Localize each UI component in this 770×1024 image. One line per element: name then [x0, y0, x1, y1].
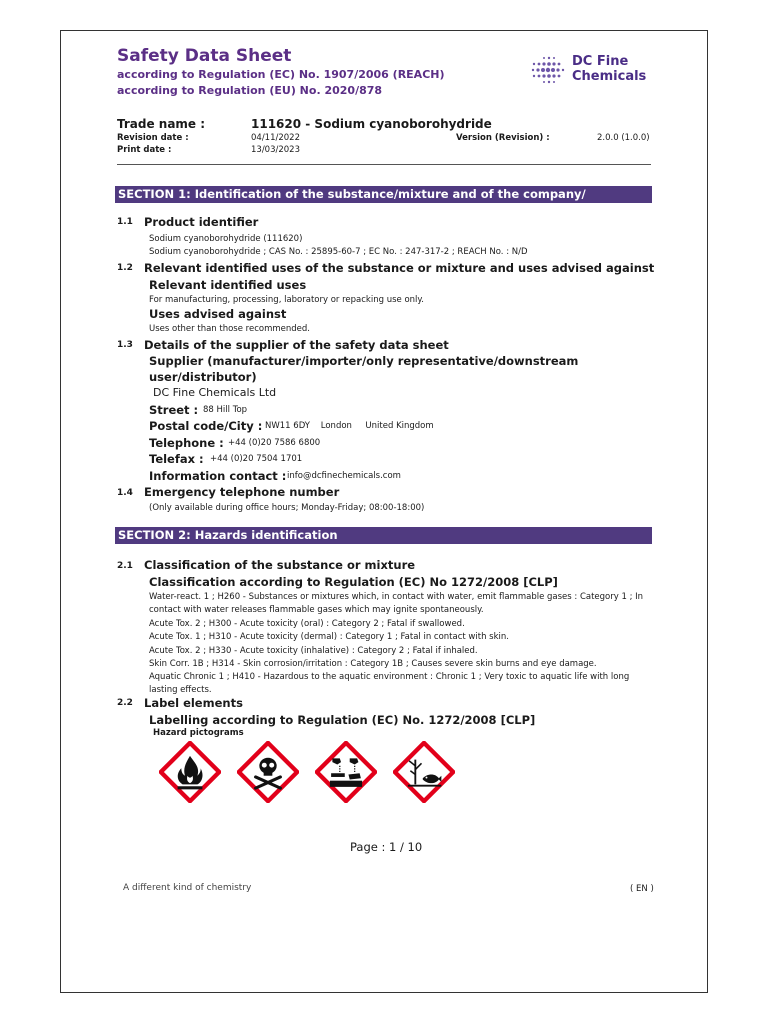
section-1-3-number: 1.3 — [117, 340, 133, 350]
classification-line: Water-react. 1 ; H260 - Substances or mixtures which, in contact with water, emit flammable gases : Category 1 ; In — [149, 592, 644, 602]
product-identifier-line-2: Sodium cyanoborohydride ; CAS No. : 25895-60-7 ; EC No. : 247-317-2 ; REACH No. : N/D — [149, 247, 528, 257]
revision-date-value: 04/11/2022 — [251, 133, 300, 143]
emergency-hours-text: (Only available during office hours; Monday-Friday; 08:00-18:00) — [149, 503, 425, 513]
classification-line: Skin Corr. 1B ; H314 - Skin corrosion/irritation : Category 1B ; Causes severe skin burns and eye damage. — [149, 659, 597, 669]
postal-code-value: NW11 6DY London United Kingdom — [265, 421, 434, 431]
street-value: 88 Hill Top — [203, 405, 248, 415]
classification-line: Acute Tox. 2 ; H330 - Acute toxicity (inhalative) : Category 2 ; Fatal if inhaled. — [149, 646, 478, 656]
hazard-pictograms-label: Hazard pictograms — [153, 728, 244, 738]
company-name: DC Fine Chemicals Ltd — [153, 386, 277, 399]
version-value: 2.0.0 (1.0.0) — [597, 133, 650, 143]
section-1-1-title: Product identifier — [144, 215, 259, 229]
section-1-2-number: 1.2 — [117, 263, 133, 273]
supplier-heading-line-2: user/distributor) — [149, 370, 257, 384]
skull-crossbones-icon — [237, 741, 299, 803]
section-1-bar: SECTION 1: Identification of the substance/mixture and of the company/ undertaking — [115, 186, 652, 203]
regulation-line-1: according to Regulation (EC) No. 1907/2006 (REACH) — [117, 68, 445, 81]
section-2-1-number: 2.1 — [117, 561, 133, 571]
section-2-bar: SECTION 2: Hazards identification — [115, 527, 652, 544]
footer-tagline: A different kind of chemistry — [123, 883, 252, 893]
trade-name-value: 111620 - Sodium cyanoborohydride — [251, 117, 492, 131]
flame-icon — [159, 741, 221, 803]
telefax-value: +44 (0)20 7504 1701 — [210, 454, 303, 464]
section-1-4-number: 1.4 — [117, 488, 133, 498]
document-title: Safety Data Sheet — [117, 46, 292, 66]
page-number: Page : 1 / 10 — [350, 840, 423, 854]
relevant-uses-heading: Relevant identified uses — [149, 278, 307, 292]
print-date-label: Print date : — [117, 145, 172, 155]
revision-date-label: Revision date : — [117, 133, 189, 143]
version-label: Version (Revision) : — [456, 133, 550, 143]
classification-line: Acute Tox. 1 ; H310 - Acute toxicity (dermal) : Category 1 ; Fatal in contact with skin. — [149, 632, 509, 642]
section-2-2-title: Label elements — [144, 696, 243, 710]
footer-language: ( EN ) — [630, 884, 654, 894]
labelling-heading: Labelling according to Regulation (EC) No. 1272/2008 [CLP] — [149, 713, 536, 727]
classification-line: lasting effects. — [149, 685, 212, 695]
environment-icon — [393, 741, 455, 803]
classification-heading: Classification according to Regulation (EC) No 1272/2008 [CLP] — [149, 575, 558, 589]
trade-name-label: Trade name : — [117, 117, 206, 131]
section-2-1-title: Classification of the substance or mixture — [144, 558, 416, 572]
section-1-2-title: Relevant identified uses of the substance or mixture and uses advised against — [144, 261, 655, 275]
section-1-4-title: Emergency telephone number — [144, 485, 340, 499]
logo-text-line-1: DC Fine — [572, 54, 629, 69]
header-rule — [117, 164, 651, 165]
section-1-1-number: 1.1 — [117, 217, 133, 227]
section-1-3-title: Details of the supplier of the safety data sheet — [144, 338, 449, 352]
telefax-label: Telefax : — [149, 452, 204, 466]
information-contact-label: Information contact : — [149, 469, 287, 483]
telephone-value: +44 (0)20 7586 6800 — [228, 438, 321, 448]
street-label: Street : — [149, 403, 199, 417]
logo-text-line-2: Chemicals — [572, 69, 647, 84]
regulation-line-2: according to Regulation (EU) No. 2020/878 — [117, 84, 383, 97]
logo-dots-icon — [530, 50, 570, 90]
uses-advised-against-heading: Uses advised against — [149, 307, 287, 321]
print-date-value: 13/03/2023 — [251, 145, 300, 155]
product-identifier-line-1: Sodium cyanoborohydride (111620) — [149, 234, 303, 244]
classification-line: Acute Tox. 2 ; H300 - Acute toxicity (oral) : Category 2 ; Fatal if swallowed. — [149, 619, 465, 629]
supplier-heading-line-1: Supplier (manufacturer/importer/only representative/downstream — [149, 354, 579, 368]
telephone-label: Telephone : — [149, 436, 224, 450]
uses-advised-against-text: Uses other than those recommended. — [149, 324, 310, 334]
classification-line: contact with water releases flammable gases which may ignite spontaneously. — [149, 605, 484, 615]
classification-line: Aquatic Chronic 1 ; H410 - Hazardous to the aquatic environment : Chronic 1 ; Very toxic to aquatic life with long — [149, 672, 630, 682]
corrosion-icon — [315, 741, 377, 803]
section-2-2-number: 2.2 — [117, 698, 133, 708]
information-contact-value: info@dcfinechemicals.com — [287, 471, 401, 481]
relevant-uses-text: For manufacturing, processing, laboratory or repacking use only. — [149, 295, 424, 305]
company-logo — [530, 50, 650, 90]
postal-code-label: Postal code/City : — [149, 419, 263, 433]
